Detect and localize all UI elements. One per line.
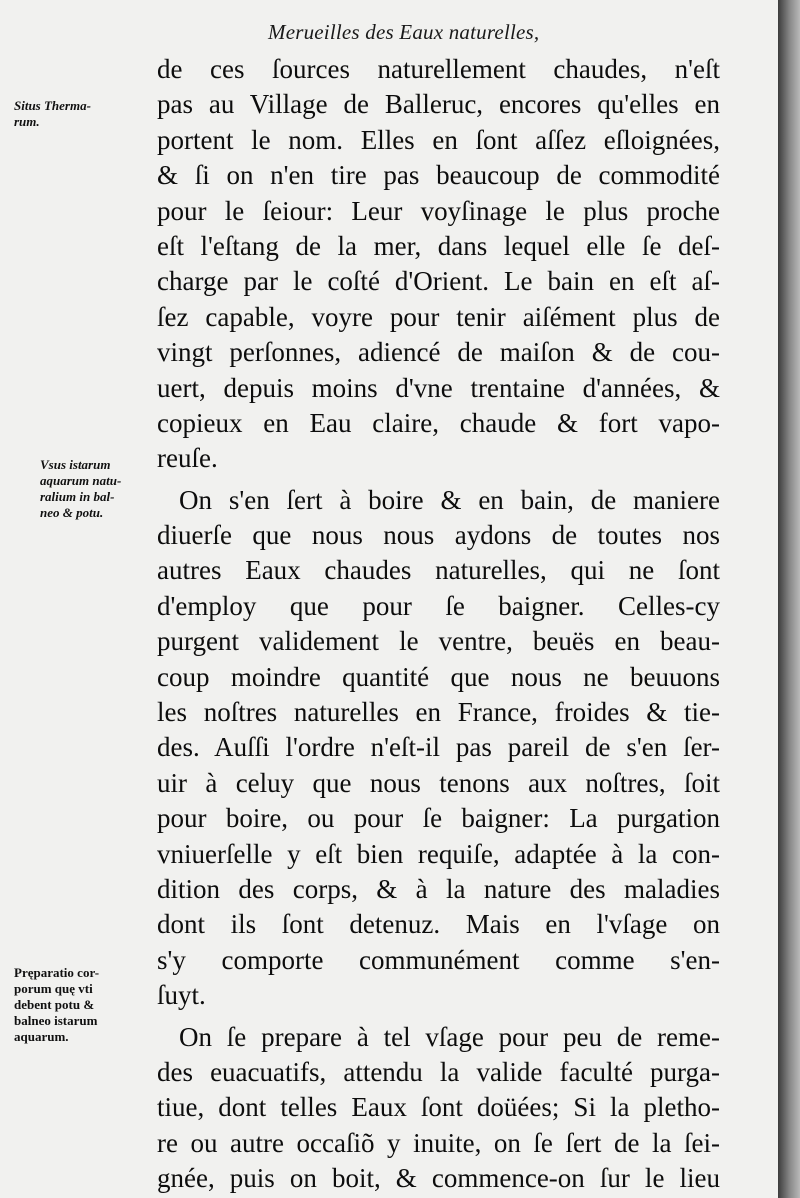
text-line: d'employ que pour ſe baigner. Celles-cy [157,590,720,621]
text-line: re ou autre occaſiõ y inuite, on ſe ſert de la ſei- [157,1127,720,1158]
margin-note-line: aquarum. [14,1029,69,1044]
text-line: reuſe. [157,443,218,474]
text-line: coup moindre quantité que nous ne beuuons [157,661,720,692]
margin-note-line: neo & potu. [40,505,104,520]
margin-note-praeparatio [14,965,156,1045]
text-line: On ſe prepare à tel vſage pour peu de reme- [179,1021,720,1052]
text-line: vingt perſonnes, adiencé de maiſon & de cou- [157,337,720,368]
text-line: diuerſe que nous nous aydons de toutes nos [157,520,720,551]
text-line: purgent validement le ventre, beuës en beau- [157,626,720,657]
page-edge-shadow [778,0,800,1198]
margin-note-line: Pręparatio cor- [14,965,100,980]
text-line: ſuyt. [157,980,206,1011]
margin-note-line: ralium in bal- [40,489,115,504]
margin-note-line: balneo istarum [14,1013,98,1028]
text-line: pour le ſeiour: Leur voyſinage le plus proche [157,195,720,226]
text-line: s'y comporte communément comme s'en- [157,944,720,975]
paragraph-2 [157,483,720,1014]
text-line: dont ils ſont detenuz. Mais en l'vſage on [157,909,720,940]
margin-note-line: Vsus istarum [40,457,111,472]
margin-note-line: aquarum natu- [40,473,122,488]
main-text [157,52,720,1197]
text-line: & ſi on n'en tire pas beaucoup de commodité [157,160,720,191]
paragraph-3 [157,1020,720,1197]
paragraph-1 [157,52,720,477]
text-line: gnée, puis on boit, & commence-on ſur le lieu [157,1163,720,1194]
text-line: portent le nom. Elles en ſont aſſez eſloignées, [157,124,720,155]
margin-note-line: porum quę vti [14,981,93,996]
margin-note-situs [14,98,156,130]
text-line: vniuerſelle y eſt bien requiſe, adaptée à la con- [157,838,720,869]
text-line: les noſtres naturelles en France, froides & tie- [157,697,720,728]
text-line: tiue, dont telles Eaux ſont doüées; Si la pletho- [157,1092,720,1123]
text-line: autres Eaux chaudes naturelles, qui ne ſont [157,555,720,586]
text-line: charge par le coſté d'Orient. Le bain en eſt aſ- [157,266,720,297]
text-line: eſt l'eſtang de la mer, dans lequel elle ſe deſ- [157,230,720,261]
text-line: uir à celuy que nous tenons aux noſtres, ſoit [157,767,720,798]
text-line: copieux en Eau claire, chaude & fort vapo- [157,407,720,438]
margin-note-line: rum. [14,114,40,129]
text-line: des euacuatifs, attendu la valide faculté purga- [157,1056,720,1087]
text-line: dition des corps, & à la nature des maladies [157,873,720,904]
text-line: On s'en ſert à boire & en bain, de maniere [179,484,720,515]
running-head: Merueilles des Eaux naturelles, [268,20,540,44]
margin-note-line: Situs Therma- [14,98,91,113]
text-line: pour boire, ou pour ſe baigner: La purgation [157,803,720,834]
text-line: de ces ſources naturellement chaudes, n'eſt [157,54,720,84]
text-line: pas au Village de Balleruc, encores qu'elles en [157,89,720,120]
margin-note-line: debent potu & [14,997,95,1012]
text-line: des. Auſſi l'ordre n'eſt-il pas pareil de s'en ſer- [157,732,720,763]
text-line: uert, depuis moins d'vne trentaine d'années, & [157,372,720,403]
text-line: ſez capable, voyre pour tenir aiſément plus de [157,301,720,332]
